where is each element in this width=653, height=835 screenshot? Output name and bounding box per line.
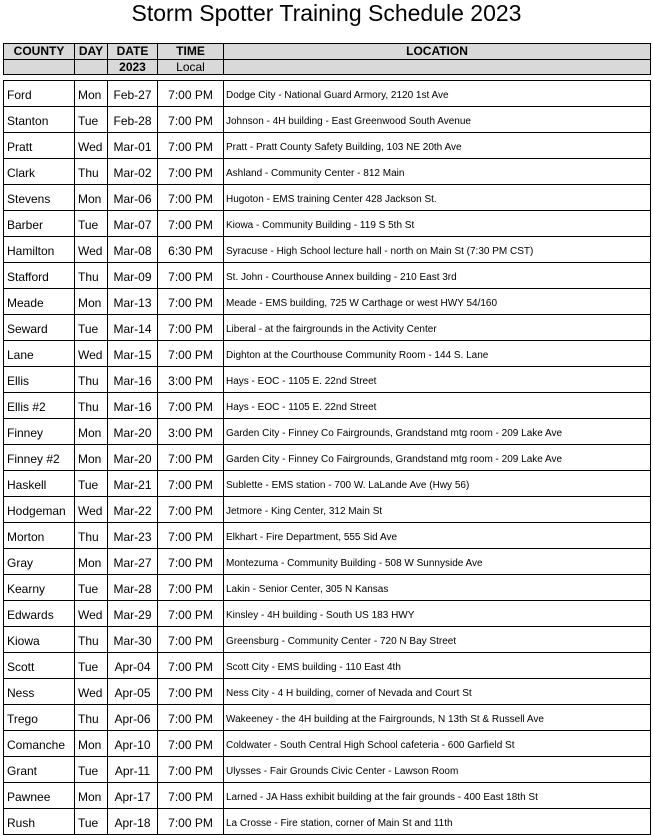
table-row: [4, 133, 651, 159]
county-cell: Scott: [4, 653, 75, 679]
day-cell: Tue: [75, 653, 108, 679]
county-cell: Kiowa: [4, 627, 75, 653]
date-cell: Mar-09: [108, 263, 158, 289]
day-cell: Mon: [75, 185, 108, 211]
county-cell: Hamilton: [4, 237, 75, 263]
location-cell: Pratt - Pratt County Safety Building, 103 NE 20th Ave: [224, 133, 651, 159]
table-row: [4, 705, 651, 731]
day-cell: Mon: [75, 445, 108, 471]
county-cell: Rush: [4, 809, 75, 835]
date-cell: Mar-20: [108, 445, 158, 471]
location-cell: Hugoton - EMS training Center 428 Jackson St.: [224, 185, 651, 211]
location-cell: Hays - EOC - 1105 E. 22nd Street: [224, 367, 651, 393]
day-cell: Wed: [75, 133, 108, 159]
county-cell: Stanton: [4, 107, 75, 133]
location-cell: Greensburg - Community Center - 720 N Bay Street: [224, 627, 651, 653]
day-cell: Mon: [75, 419, 108, 445]
time-cell: 7:00 PM: [158, 601, 224, 627]
time-cell: 7:00 PM: [158, 731, 224, 757]
date-cell: Apr-10: [108, 731, 158, 757]
time-cell: 7:00 PM: [158, 289, 224, 315]
day-cell: Wed: [75, 341, 108, 367]
header-day-sub: [75, 60, 108, 75]
table-row: [4, 159, 651, 185]
location-cell: Dighton at the Courthouse Community Room - 144 S. Lane: [224, 341, 651, 367]
date-cell: Mar-14: [108, 315, 158, 341]
time-cell: 7:00 PM: [158, 679, 224, 705]
time-cell: 7:00 PM: [158, 107, 224, 133]
table-row: [4, 497, 651, 523]
location-cell: La Crosse - Fire station, corner of Main St and 11th: [224, 809, 651, 835]
day-cell: Tue: [75, 107, 108, 133]
time-cell: 7:00 PM: [158, 523, 224, 549]
day-cell: Mon: [75, 783, 108, 809]
header-location: LOCATION: [224, 44, 651, 60]
schedule-rows: [4, 81, 651, 835]
county-cell: Hodgeman: [4, 497, 75, 523]
date-cell: Mar-15: [108, 341, 158, 367]
page-title: Storm Spotter Training Schedule 2023: [131, 0, 522, 26]
day-cell: Thu: [75, 705, 108, 731]
date-cell: Mar-13: [108, 289, 158, 315]
table-row: [4, 627, 651, 653]
table-row: [4, 445, 651, 471]
county-cell: Pratt: [4, 133, 75, 159]
date-cell: Mar-16: [108, 393, 158, 419]
date-cell: Apr-18: [108, 809, 158, 835]
county-cell: Pawnee: [4, 783, 75, 809]
date-cell: Mar-16: [108, 367, 158, 393]
location-cell: Syracuse - High School lecture hall - north on Main St (7:30 PM CST): [224, 237, 651, 263]
location-cell: Kiowa - Community Building - 119 S 5th St: [224, 211, 651, 237]
header-county-sub: [4, 60, 75, 75]
header-location-sub: [224, 60, 651, 75]
county-cell: Trego: [4, 705, 75, 731]
county-cell: Ellis #2: [4, 393, 75, 419]
header-subrow: [4, 60, 651, 75]
table-row: [4, 549, 651, 575]
county-cell: Clark: [4, 159, 75, 185]
time-cell: 7:00 PM: [158, 445, 224, 471]
time-cell: 7:00 PM: [158, 159, 224, 185]
location-cell: St. John - Courthouse Annex building - 210 East 3rd: [224, 263, 651, 289]
day-cell: Mon: [75, 549, 108, 575]
county-cell: Stevens: [4, 185, 75, 211]
time-cell: 7:00 PM: [158, 263, 224, 289]
table-row: [4, 211, 651, 237]
location-cell: Sublette - EMS station - 700 W. LaLande Ave (Hwy 56): [224, 471, 651, 497]
header-row: [4, 44, 651, 60]
table-row: [4, 679, 651, 705]
date-cell: Feb-28: [108, 107, 158, 133]
table-row: [4, 367, 651, 393]
table-row: [4, 419, 651, 445]
time-cell: 3:00 PM: [158, 419, 224, 445]
time-cell: 7:00 PM: [158, 315, 224, 341]
day-cell: Wed: [75, 679, 108, 705]
location-cell: Johnson - 4H building - East Greenwood South Avenue: [224, 107, 651, 133]
table-row: [4, 783, 651, 809]
time-cell: 7:00 PM: [158, 575, 224, 601]
location-cell: Kinsley - 4H building - South US 183 HWY: [224, 601, 651, 627]
day-cell: Wed: [75, 237, 108, 263]
table-row: [4, 653, 651, 679]
time-cell: 7:00 PM: [158, 393, 224, 419]
day-cell: Thu: [75, 393, 108, 419]
date-cell: Apr-11: [108, 757, 158, 783]
day-cell: Mon: [75, 731, 108, 757]
day-cell: Wed: [75, 601, 108, 627]
table-row: [4, 263, 651, 289]
time-cell: 7:00 PM: [158, 81, 224, 107]
date-cell: Mar-29: [108, 601, 158, 627]
date-cell: Mar-01: [108, 133, 158, 159]
location-cell: Ness City - 4 H building, corner of Nevada and Court St: [224, 679, 651, 705]
header-date: DATE: [108, 44, 158, 60]
table-row: [4, 393, 651, 419]
table-row: [4, 81, 651, 107]
location-cell: Garden City - Finney Co Fairgrounds, Grandstand mtg room - 209 Lake Ave: [224, 419, 651, 445]
date-cell: Mar-20: [108, 419, 158, 445]
day-cell: Thu: [75, 523, 108, 549]
date-cell: Mar-28: [108, 575, 158, 601]
day-cell: Thu: [75, 367, 108, 393]
table-row: [4, 731, 651, 757]
date-cell: Mar-30: [108, 627, 158, 653]
time-cell: 7:00 PM: [158, 185, 224, 211]
date-cell: Mar-21: [108, 471, 158, 497]
county-cell: Finney #2: [4, 445, 75, 471]
date-cell: Mar-22: [108, 497, 158, 523]
time-cell: 7:00 PM: [158, 809, 224, 835]
table-row: [4, 601, 651, 627]
location-cell: Ashland - Community Center - 812 Main: [224, 159, 651, 185]
date-cell: Apr-05: [108, 679, 158, 705]
day-cell: Mon: [75, 289, 108, 315]
time-cell: 3:00 PM: [158, 367, 224, 393]
location-cell: Scott City - EMS building - 110 East 4th: [224, 653, 651, 679]
date-cell: Apr-06: [108, 705, 158, 731]
table-row: [4, 471, 651, 497]
date-cell: Mar-23: [108, 523, 158, 549]
county-cell: Meade: [4, 289, 75, 315]
location-cell: Montezuma - Community Building - 508 W Sunnyside Ave: [224, 549, 651, 575]
time-cell: 7:00 PM: [158, 549, 224, 575]
county-cell: Gray: [4, 549, 75, 575]
location-cell: Larned - JA Hass exhibit building at the fair grounds - 400 East 18th St: [224, 783, 651, 809]
county-cell: Ellis: [4, 367, 75, 393]
table-row: [4, 289, 651, 315]
county-cell: Finney: [4, 419, 75, 445]
location-cell: Dodge City - National Guard Armory, 2120 1st Ave: [224, 81, 651, 107]
county-cell: Lane: [4, 341, 75, 367]
date-cell: Mar-07: [108, 211, 158, 237]
time-cell: 7:00 PM: [158, 497, 224, 523]
location-cell: Hays - EOC - 1105 E. 22nd Street: [224, 393, 651, 419]
table-row: [4, 575, 651, 601]
location-cell: Lakin - Senior Center, 305 N Kansas: [224, 575, 651, 601]
location-cell: Elkhart - Fire Department, 555 Sid Ave: [224, 523, 651, 549]
table-row: [4, 237, 651, 263]
date-cell: Apr-17: [108, 783, 158, 809]
time-cell: 7:00 PM: [158, 627, 224, 653]
table-row: [4, 185, 651, 211]
date-cell: Mar-02: [108, 159, 158, 185]
location-cell: Garden City - Finney Co Fairgrounds, Grandstand mtg room - 209 Lake Ave: [224, 445, 651, 471]
county-cell: Kearny: [4, 575, 75, 601]
date-cell: Mar-08: [108, 237, 158, 263]
header-day: DAY: [75, 44, 108, 60]
county-cell: Stafford: [4, 263, 75, 289]
table-row: [4, 757, 651, 783]
county-cell: Morton: [4, 523, 75, 549]
day-cell: Mon: [75, 81, 108, 107]
day-cell: Thu: [75, 263, 108, 289]
time-cell: 7:00 PM: [158, 471, 224, 497]
time-cell: 7:00 PM: [158, 757, 224, 783]
time-cell: 6:30 PM: [158, 237, 224, 263]
county-cell: Haskell: [4, 471, 75, 497]
day-cell: Thu: [75, 627, 108, 653]
day-cell: Tue: [75, 211, 108, 237]
date-cell: Feb-27: [108, 81, 158, 107]
county-cell: Ford: [4, 81, 75, 107]
schedule-table: [3, 43, 651, 835]
header-date-year: 2023: [108, 60, 158, 75]
county-cell: Ness: [4, 679, 75, 705]
location-cell: Jetmore - King Center, 312 Main St: [224, 497, 651, 523]
day-cell: Tue: [75, 315, 108, 341]
header-county: COUNTY: [4, 44, 75, 60]
day-cell: Tue: [75, 575, 108, 601]
county-cell: Seward: [4, 315, 75, 341]
header-time-zone: Local: [158, 60, 224, 75]
location-cell: Coldwater - South Central High School cafeteria - 600 Garfield St: [224, 731, 651, 757]
day-cell: Thu: [75, 159, 108, 185]
county-cell: Comanche: [4, 731, 75, 757]
location-cell: Meade - EMS building, 725 W Carthage or west HWY 54/160: [224, 289, 651, 315]
day-cell: Tue: [75, 471, 108, 497]
county-cell: Barber: [4, 211, 75, 237]
day-cell: Tue: [75, 757, 108, 783]
county-cell: Grant: [4, 757, 75, 783]
county-cell: Edwards: [4, 601, 75, 627]
table-row: [4, 523, 651, 549]
time-cell: 7:00 PM: [158, 705, 224, 731]
table-row: [4, 341, 651, 367]
header-time: TIME: [158, 44, 224, 60]
day-cell: Wed: [75, 497, 108, 523]
table-row: [4, 107, 651, 133]
date-cell: Mar-06: [108, 185, 158, 211]
table-row: [4, 809, 651, 835]
day-cell: Tue: [75, 809, 108, 835]
date-cell: Apr-04: [108, 653, 158, 679]
time-cell: 7:00 PM: [158, 133, 224, 159]
time-cell: 7:00 PM: [158, 783, 224, 809]
table-row: [4, 315, 651, 341]
time-cell: 7:00 PM: [158, 211, 224, 237]
date-cell: Mar-27: [108, 549, 158, 575]
location-cell: Liberal - at the fairgrounds in the Activity Center: [224, 315, 651, 341]
location-cell: Ulysses - Fair Grounds Civic Center - Lawson Room: [224, 757, 651, 783]
time-cell: 7:00 PM: [158, 653, 224, 679]
time-cell: 7:00 PM: [158, 341, 224, 367]
location-cell: Wakeeney - the 4H building at the Fairgrounds, N 13th St & Russell Ave: [224, 705, 651, 731]
